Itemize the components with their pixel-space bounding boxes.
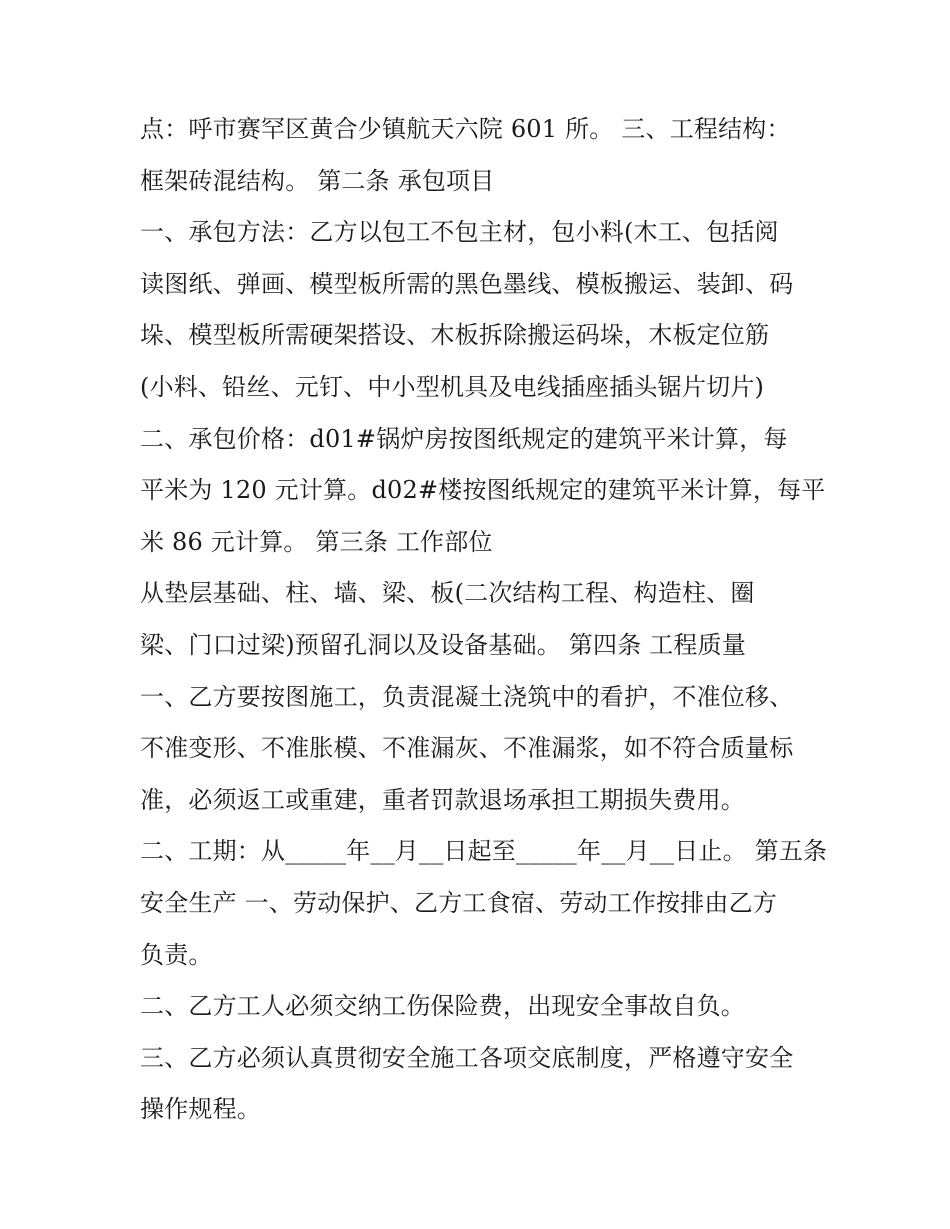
text-line: 框架砖混结构。 第二条 承包项目 — [140, 166, 495, 195]
text-line: 垛、模型板所需硬架搭设、木板拆除搬运码垛，木板定位筋 — [140, 321, 770, 350]
document-body — [140, 104, 830, 1136]
text-line: 操作规程。 — [140, 1095, 261, 1124]
text-line: 点：呼市赛罕区黄合少镇航天六院 601 所。 三、工程结构： — [140, 115, 791, 143]
text-line: 从垫层基础、柱、墙、梁、板(二次结构工程、构造柱、圈 — [140, 579, 755, 608]
text-line: 平米为 120 元计算。d02#楼按图纸规定的建筑平米计算，每平 — [140, 476, 826, 505]
text-line: 二、乙方工人必须交纳工伤保险费，出现安全事故自负。 — [140, 992, 745, 1021]
text-line: 负责。 — [140, 940, 213, 969]
text-line: 二、工期：从_____年__月__日起至_____年__月__日止。 第五条 — [140, 837, 828, 866]
text-line: 梁、门口过梁)预留孔洞以及设备基础。 第四条 工程质量 — [140, 630, 747, 659]
text-line: (小料、铅丝、元钉、中小型机具及电线插座插头锯片切片) — [140, 372, 765, 401]
text-line: 二、承包价格：d01#锅炉房按图纸规定的建筑平米计算，每 — [140, 424, 788, 453]
text-line: 一、承包方法：乙方以包工不包主材，包小料(木工、包括阅 — [140, 218, 779, 247]
text-line: 准，必须返工或重建，重者罚款退场承担工期损失费用。 — [140, 785, 745, 814]
text-line: 安全生产 一、劳动保护、乙方工食宿、劳动工作按排由乙方 — [140, 888, 778, 917]
text-line: 读图纸、弹画、模型板所需的黑色墨线、模板搬运、装卸、码 — [140, 269, 794, 298]
text-line: 一、乙方要按图施工，负责混凝土浇筑中的看护，不准位移、 — [140, 682, 794, 711]
text-line: 米 86 元计算。 第三条 工作部位 — [140, 527, 493, 556]
text-line: 不准变形、不准胀模、不准漏灰、不准漏浆，如不符合质量标 — [140, 734, 794, 763]
text-line: 三、乙方必须认真贯彻安全施工各项交底制度，严格遵守安全 — [140, 1043, 794, 1072]
